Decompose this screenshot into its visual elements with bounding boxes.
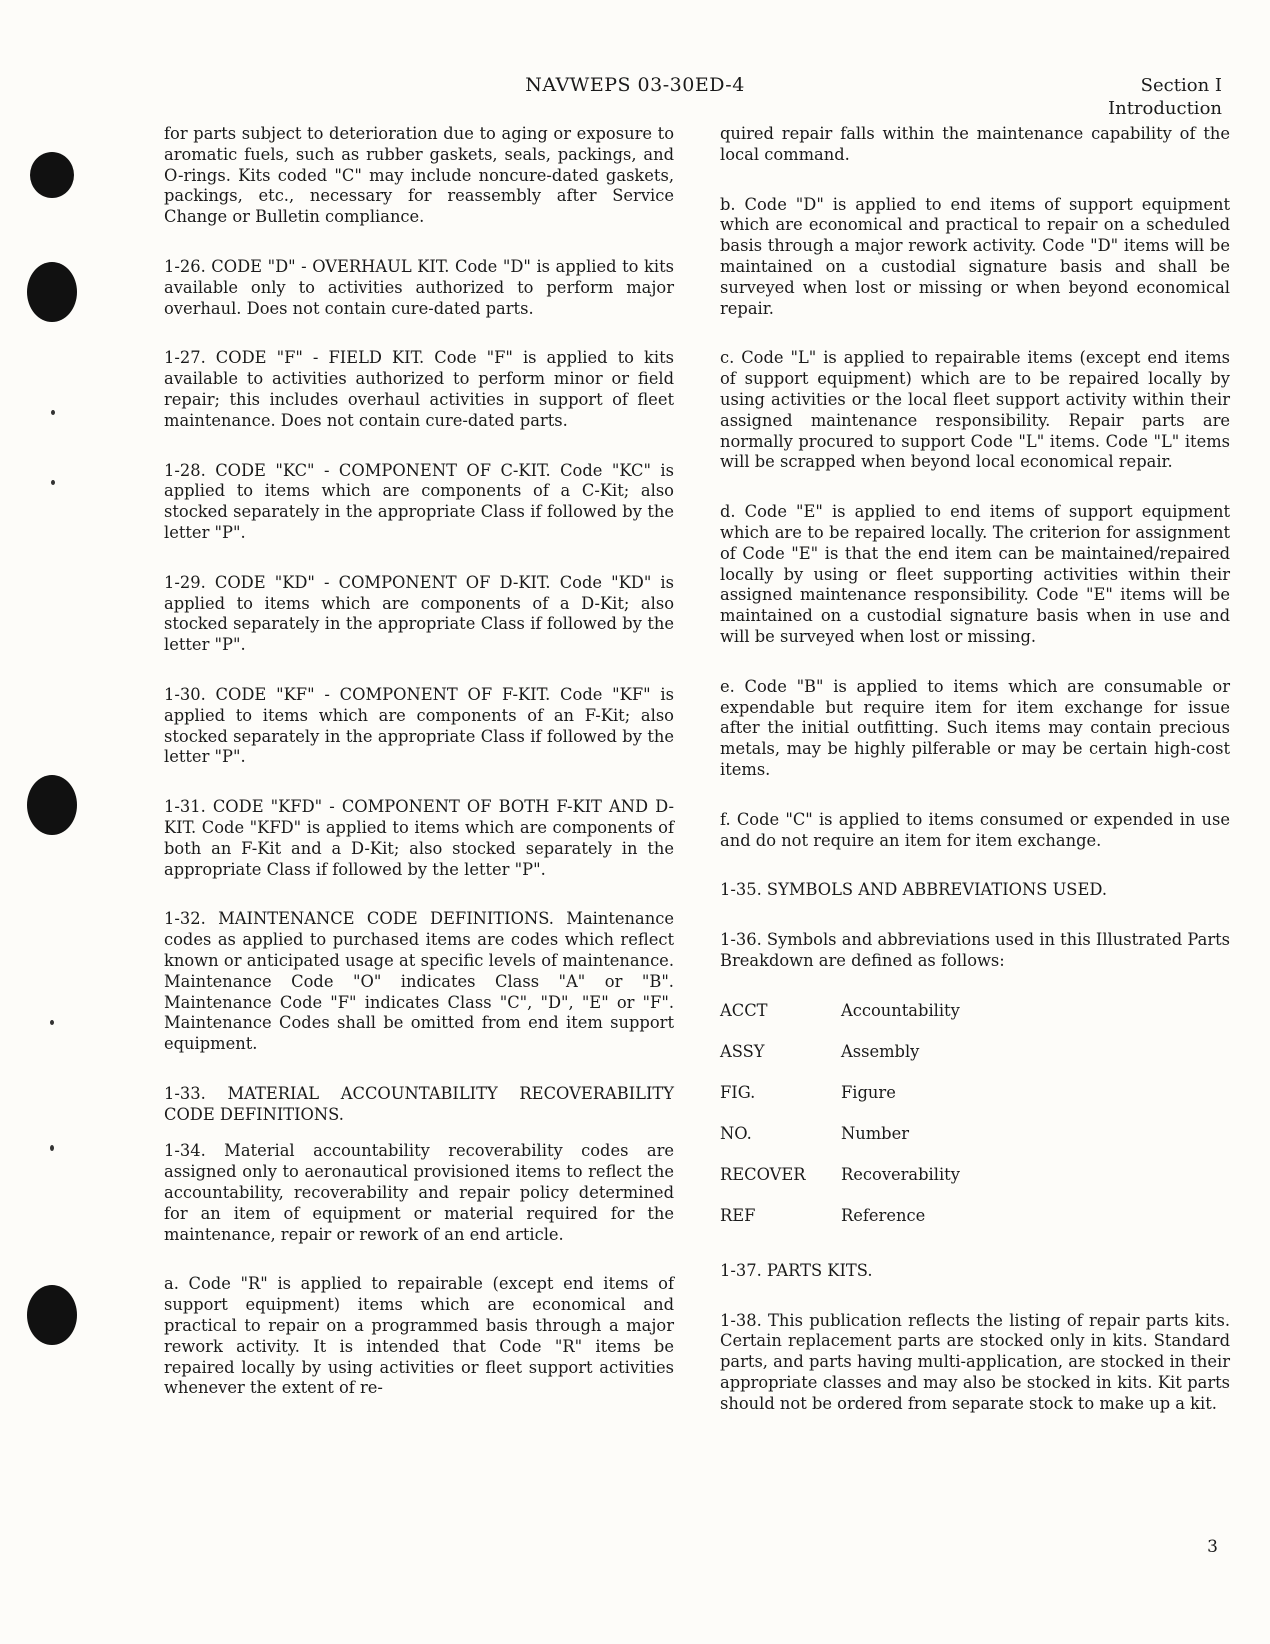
paragraph: 1-27. CODE "F" - FIELD KIT. Code "F" is applied to kits available to activities authorized to perform minor or field repair; this includes overhaul activities in support of fleet maintenance. Does not contain cure-dated parts. bbox=[164, 348, 674, 430]
binder-hole bbox=[27, 262, 77, 322]
paragraph: a. Code "R" is applied to repairable (except end items of support equipment) items which are economical and practical to repair on a programmed basis through a major rework activity. It is intended that Code "R" items be repaired locally by using activities or fleet support activities whenever the extent of re- bbox=[164, 1274, 674, 1398]
scan-speck bbox=[51, 480, 55, 485]
abbreviation: FIG. bbox=[720, 1082, 756, 1102]
paragraph: 1-28. CODE "KC" - COMPONENT OF C-KIT. Code "KC" is applied to items which are components of a C-Kit; also stocked separately in the appropriate Class if followed by the letter "P". bbox=[164, 460, 674, 542]
scan-speck bbox=[50, 1020, 54, 1025]
paragraph: 1-32. MAINTENANCE CODE DEFINITIONS. Maintenance codes as applied to purchased items are codes which reflect known or anticipated usage at specific levels of maintenance. Maintenance Code "O" indicates Class "A" or "B". Maintenance Code "F" indicates Class "C", "D", "E" or "F". Maintenance Codes shall be omitted from end item support equipment. bbox=[164, 909, 674, 1054]
paragraph: c. Code "L" is applied to repairable items (except end items of support equipment) which are to be repaired locally by using activities or the local fleet support activity within their assigned maintenance responsibility. Repair parts are normally procured to support Code "L" items. Code "L" items will be scrapped when beyond local economical repair. bbox=[720, 348, 1230, 472]
abbreviation-meaning: Accountability bbox=[841, 1000, 960, 1020]
table-row bbox=[720, 1042, 960, 1083]
paragraph: 1-38. This publication reflects the listing of repair parts kits. Certain replacement parts are stocked only in kits. Standard parts, and parts having multi-application, are stocked in their appropriate classes and may also be stocked in kits. Kit parts should not be ordered from separate stock to make up a kit. bbox=[720, 1310, 1230, 1413]
binder-hole bbox=[30, 152, 74, 198]
section-title: Introduction bbox=[1108, 98, 1222, 119]
paragraph: 1-31. CODE "KFD" - COMPONENT OF BOTH F-KIT AND D-KIT. Code "KFD" is applied to items which are components of both an F-Kit and a D-Kit; also stocked separately in the appropriate Class if followed by the letter "P". bbox=[164, 797, 674, 879]
table-row bbox=[720, 1001, 960, 1042]
abbreviation-meaning: Reference bbox=[841, 1205, 926, 1225]
paragraph: for parts subject to deterioration due to aging or exposure to aromatic fuels, such as rubber gaskets, seals, packings, and O-rings. Kits coded "C" may include noncure-dated gaskets, packings, etc., necessary for reassembly after Service Change or Bulletin compliance. bbox=[164, 124, 674, 227]
paragraph: 1-34. Material accountability recoverability codes are assigned only to aeronautical provisioned items to reflect the accountability, recoverability and repair policy determined for an item of equipment or material required for the maintenance, repair or rework of an end article. bbox=[164, 1141, 674, 1244]
paragraph: b. Code "D" is applied to end items of support equipment which are economical and practical to repair on a scheduled basis through a major rework activity. Code "D" items will be maintained on a custodial signature basis and shall be surveyed when lost or missing or when beyond economical repair. bbox=[720, 194, 1230, 318]
table-row bbox=[720, 1206, 960, 1247]
document-id: NAVWEPS 03-30ED-4 bbox=[525, 74, 745, 96]
paragraph: 1-29. CODE "KD" - COMPONENT OF D-KIT. Code "KD" is applied to items which are components of a D-Kit; also stocked separately in the appropriate Class if followed by the letter "P". bbox=[164, 572, 674, 655]
paragraph: 1-26. CODE "D" - OVERHAUL KIT. Code "D" is applied to kits available only to activities authorized to perform major overhaul. Does not contain cure-dated parts. bbox=[164, 256, 674, 318]
binder-hole bbox=[27, 1285, 77, 1345]
abbreviation: REF bbox=[720, 1205, 756, 1225]
section-number: Section I bbox=[1140, 75, 1222, 96]
paragraph: f. Code "C" is applied to items consumed or expended in use and do not require an item for item exchange. bbox=[720, 809, 1230, 850]
abbreviation: NO. bbox=[720, 1123, 752, 1143]
paragraph: quired repair falls within the maintenance capability of the local command. bbox=[720, 124, 1230, 164]
paragraph: 1-36. Symbols and abbreviations used in this Illustrated Parts Breakdown are defined as follows: bbox=[720, 930, 1230, 970]
paragraph: e. Code "B" is applied to items which are consumable or expendable but require item for item exchange for issue after the initial outfitting. Such items may contain precious metals, may be highly pilferable or may be certain high-cost items. bbox=[720, 676, 1230, 779]
paragraph-heading: 1-35. SYMBOLS AND ABBREVIATIONS USED. bbox=[720, 880, 1107, 900]
abbreviation: RECOVER bbox=[720, 1164, 806, 1184]
paragraph-heading: 1-37. PARTS KITS. bbox=[720, 1260, 873, 1280]
binder-hole bbox=[27, 775, 77, 835]
scan-speck bbox=[50, 1145, 54, 1151]
paragraph-heading: 1-33. MATERIAL ACCOUNTABILITY RECOVERABILITY CODE DEFINITIONS. bbox=[164, 1083, 674, 1124]
right-column bbox=[720, 124, 1230, 1443]
table-row bbox=[720, 1083, 960, 1124]
abbreviations-table bbox=[720, 1001, 960, 1247]
table-row bbox=[720, 1165, 960, 1206]
left-column bbox=[164, 124, 674, 1428]
abbreviation-meaning: Figure bbox=[841, 1082, 896, 1102]
scan-speck bbox=[51, 410, 55, 415]
table-row bbox=[720, 1124, 960, 1165]
section-label bbox=[1108, 74, 1222, 120]
abbreviation: ACCT bbox=[720, 1000, 768, 1020]
abbreviation-meaning: Number bbox=[841, 1123, 910, 1143]
abbreviation-meaning: Assembly bbox=[841, 1041, 920, 1061]
paragraph: 1-30. CODE "KF" - COMPONENT OF F-KIT. Code "KF" is applied to items which are components of an F-Kit; also stocked separately in the appropriate Class if followed by the letter "P". bbox=[164, 684, 674, 767]
abbreviation-meaning: Recoverability bbox=[841, 1164, 960, 1184]
paragraph: d. Code "E" is applied to end items of support equipment which are to be repaired locally. The criterion for assignment of Code "E" is that the end item can be maintained/repaired locally by using or fleet supporting activities within their assigned maintenance responsibility. Code "E" items will be maintained on a custodial signature basis when in use and will be surveyed when lost or missing. bbox=[720, 502, 1230, 646]
page-number: 3 bbox=[1207, 1537, 1218, 1557]
abbreviation: ASSY bbox=[720, 1041, 765, 1061]
